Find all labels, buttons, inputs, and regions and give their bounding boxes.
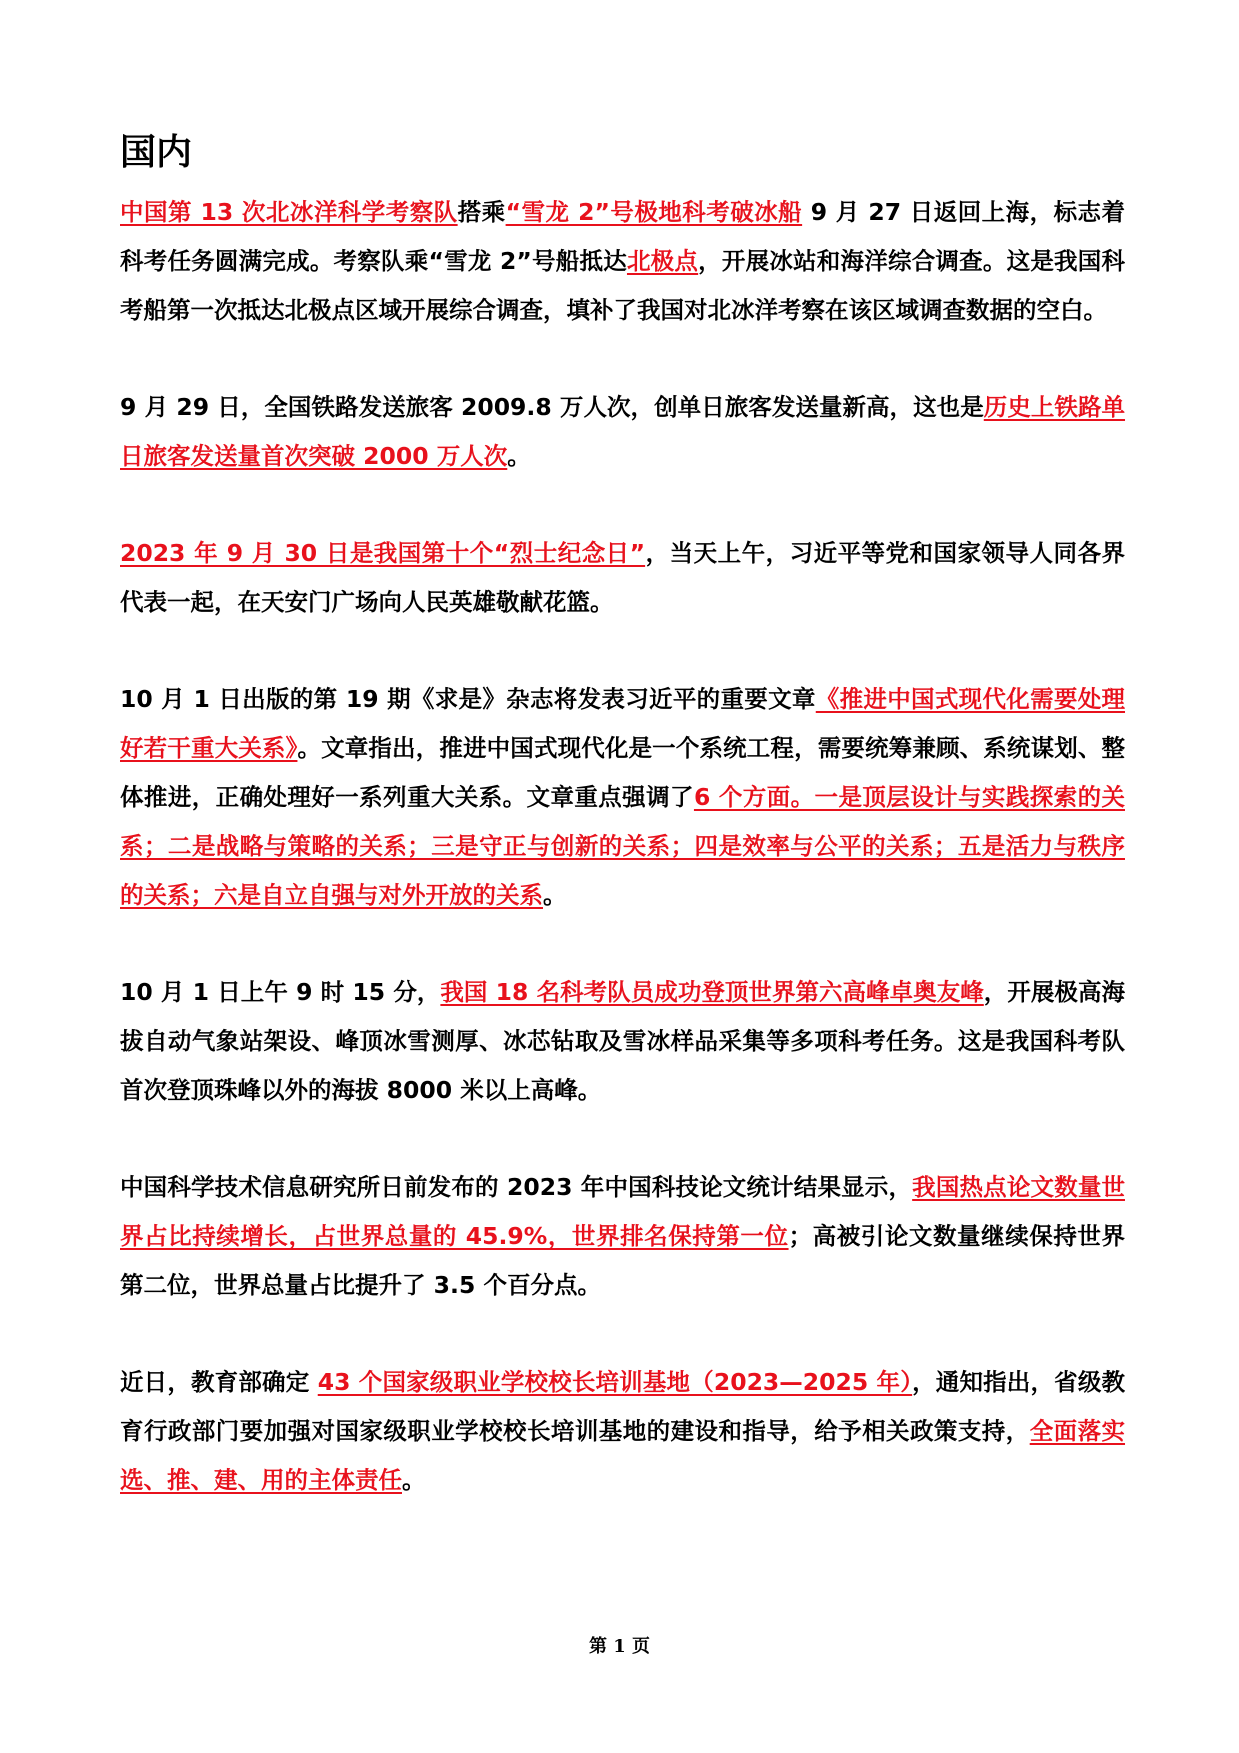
body-text: 9 月 29 日，全国铁路发送旅客 2009.8 万人次，创单日旅客发送量新高，这也是	[120, 393, 984, 421]
highlight-text: 历史上铁路单日旅客发送量首次突破 2000 万人次	[120, 393, 1126, 470]
body-text: 搭乘	[457, 198, 506, 226]
body-text: 。	[543, 881, 567, 909]
section-heading: 国内	[120, 132, 193, 173]
body-text: ，开展冰站和海洋综合调查。这是我国科考船第一次抵达北极点区域开展综合调查，填补了我国对北冰洋考察在该区域调查数据的空白。	[120, 247, 1126, 324]
body-text: 。文章指出，推进中国式现代化是一个系统工程，需要统筹兼顾、系统谋划、整体推进，正确处理好一系列重大关系。文章重点强调了	[120, 734, 1126, 811]
body-text: 9 月 27 日返回上海，标志着科考任务圆满完成。考察队乘“雪龙 2”号船抵达	[120, 198, 1126, 275]
highlight-text: 北极点	[626, 247, 699, 275]
highlight-text: 6 个方面。一是顶层设计与实践探索的关系；二是战略与策略的关系；三是守正与创新的关系；四是效率与公平的关系；五是活力与秩序的关系；六是自立自强与对外开放的关系	[120, 783, 1125, 909]
page-number: 第 1 页	[588, 1636, 651, 1657]
highlight-text: 中国第 13 次北冰洋科学考察队	[120, 198, 458, 226]
body-text: ；高被引论文数量继续保持世界第二位，世界总量占比提升了 3.5 个百分点。	[120, 1222, 1125, 1299]
body-text: ，开展极高海拔自动气象站架设、峰顶冰雪测厚、冰芯钻取及雪冰样品采集等多项科考任务。这是我国科考队首次登顶珠峰以外的海拔 8000 米以上高峰。	[120, 978, 1125, 1104]
news-paragraph	[120, 968, 1125, 1115]
highlight-text: 我国热点论文数量世界占比持续增长，占世界总量的 45.9%，世界排名保持第一位	[120, 1173, 1125, 1250]
highlight-text: 《推进中国式现代化需要处理好若干重大关系》	[120, 685, 1126, 762]
body-text: 。	[402, 1466, 426, 1494]
news-paragraph	[120, 188, 1125, 335]
highlight-text: 全面落实选、推、建、用的主体责任	[120, 1417, 1126, 1494]
body-text: ，当天上午，习近平等党和国家领导人同各界代表一起，在天安门广场向人民英雄敬献花篮。	[120, 539, 1125, 616]
news-content	[120, 188, 1125, 1553]
highlight-text: 2023 年 9 月 30 日是我国第十个“烈士纪念日”	[120, 539, 646, 567]
body-text: ，通知指出，省级教育行政部门要加强对国家级职业学校校长培训基地的建设和指导，给予相关政策支持，	[120, 1368, 1125, 1445]
news-paragraph	[120, 675, 1125, 920]
highlight-text: 43 个国家级职业学校校长培训基地（2023—2025 年）	[317, 1368, 913, 1396]
body-text: 10 月 1 日出版的第 19 期《求是》杂志将发表习近平的重要文章	[120, 685, 816, 713]
body-text: 近日，教育部确定	[120, 1368, 318, 1396]
body-text: 中国科学技术信息研究所日前发布的 2023 年中国科技论文统计结果显示，	[120, 1173, 913, 1201]
body-text: 。	[507, 442, 531, 470]
news-paragraph	[120, 383, 1125, 481]
news-paragraph	[120, 1358, 1125, 1505]
news-paragraph	[120, 529, 1125, 627]
news-paragraph	[120, 1163, 1125, 1310]
body-text: 10 月 1 日上午 9 时 15 分，	[120, 978, 441, 1006]
highlight-text: 我国 18 名科考队员成功登顶世界第六高峰卓奥友峰	[440, 978, 984, 1006]
highlight-text: “雪龙 2”号极地科考破冰船	[505, 198, 803, 226]
